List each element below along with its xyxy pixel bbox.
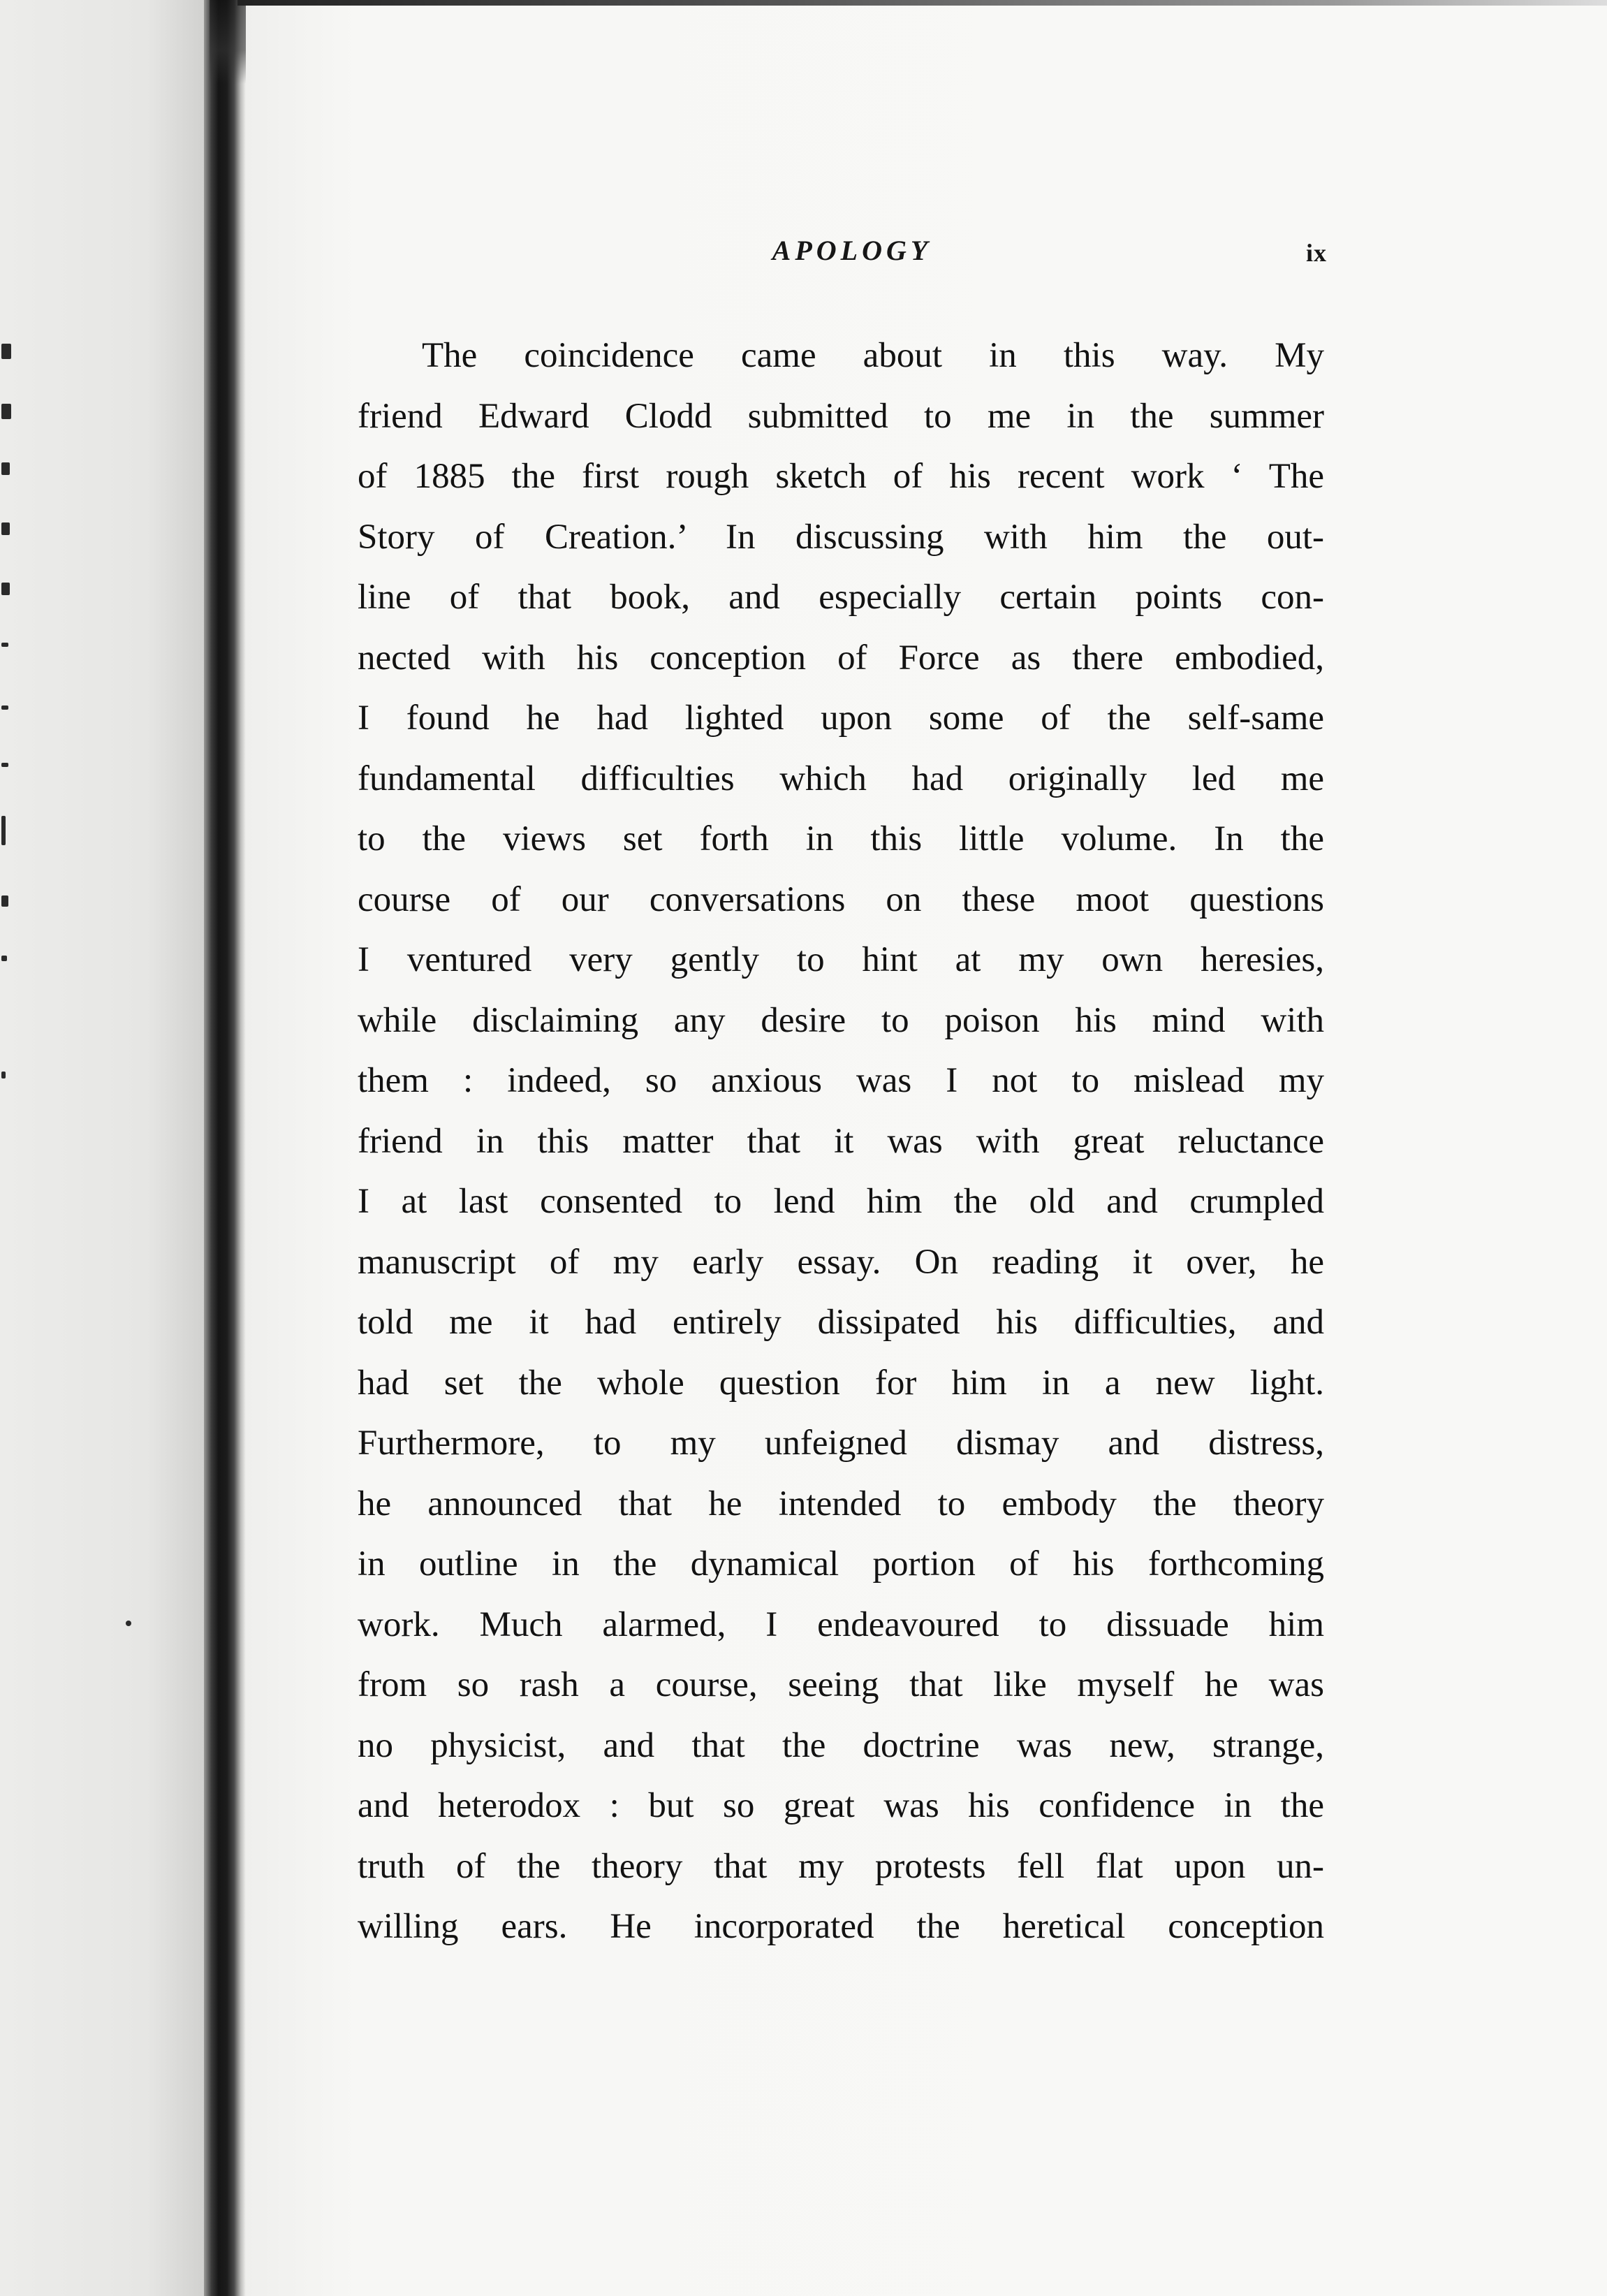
- text-line: The coincidence came about in this way. My: [422, 336, 1324, 375]
- text-line: them : indeed, so anxious was I not to mislead my: [358, 1061, 1324, 1100]
- binding-gutter: [204, 0, 246, 2296]
- text-line: he announced that he intended to embody the theory: [358, 1484, 1324, 1523]
- facing-page-text-fragment: [1, 895, 8, 907]
- text-line: to the views set forth in this little volume. In the: [358, 819, 1324, 858]
- running-head: [349, 234, 1327, 276]
- text-line: work. Much alarmed, I endeavoured to dissuade him: [358, 1604, 1324, 1644]
- facing-page-text-fragment: [1, 344, 11, 359]
- text-line: manuscript of my early essay. On reading it over, he: [358, 1242, 1324, 1282]
- text-line: I ventured very gently to hint at my own heresies,: [358, 940, 1324, 979]
- facing-page-text-fragment: [1, 705, 8, 710]
- text-line: truth of the theory that my protests fell flat upon un-: [358, 1846, 1324, 1886]
- text-line: I found he had lighted upon some of the self-same: [358, 699, 1324, 738]
- text-line: from so rash a course, seeing that like myself he was: [358, 1665, 1324, 1704]
- text-line: Furthermore, to my unfeigned dismay and distress,: [358, 1424, 1324, 1463]
- facing-page-text-fragment: [1, 462, 10, 475]
- facing-page-text-fragment: [1, 816, 6, 845]
- text-line: and heterodox : but so great was his confidence in the: [358, 1786, 1324, 1825]
- facing-page-text-fragment: [1, 763, 8, 767]
- text-line: course of our conversations on these moot questions: [358, 879, 1324, 919]
- facing-page-text-fragment: [1, 583, 10, 595]
- running-head-title: APOLOGY: [772, 235, 932, 266]
- text-line: fundamental difficulties which had originally led me: [358, 759, 1324, 798]
- body-paragraph: [358, 326, 1324, 1957]
- text-line: told me it had entirely dissipated his difficulties, and: [358, 1303, 1324, 1342]
- text-line: friend Edward Clodd submitted to me in the summer: [358, 396, 1324, 436]
- facing-page-edge: [0, 0, 210, 2296]
- text-line: willing ears. He incorporated the heretical conception: [358, 1907, 1324, 1946]
- text-line: no physicist, and that the doctrine was new, strange,: [358, 1725, 1324, 1765]
- text-line: had set the whole question for him in a new light.: [358, 1363, 1324, 1403]
- text-line: I at last consented to lend him the old and crumpled: [358, 1182, 1324, 1221]
- facing-page-text-fragment: [126, 1621, 131, 1626]
- page-number: ix: [1305, 239, 1327, 267]
- facing-page-text-fragment: [1, 522, 10, 535]
- text-line: line of that book, and especially certain points con-: [358, 578, 1324, 617]
- text-line: Story of Creation.’ In discussing with him the out-: [358, 517, 1324, 557]
- text-line: of 1885 the first rough sketch of his recent work ‘ The: [358, 457, 1324, 496]
- facing-page-text-fragment: [1, 956, 7, 961]
- text-line: nected with his conception of Force as there embodied,: [358, 638, 1324, 678]
- text-line: in outline in the dynamical portion of his forthcoming: [358, 1544, 1324, 1584]
- text-line: while disclaiming any desire to poison his mind with: [358, 1000, 1324, 1040]
- facing-page-text-fragment: [1, 1072, 6, 1078]
- binding-shadow: [210, 0, 251, 84]
- page-top-edge: [237, 0, 1607, 6]
- facing-page-text-fragment: [1, 404, 11, 419]
- text-line: friend in this matter that it was with great reluctance: [358, 1121, 1324, 1161]
- facing-page-text-fragment: [1, 643, 8, 647]
